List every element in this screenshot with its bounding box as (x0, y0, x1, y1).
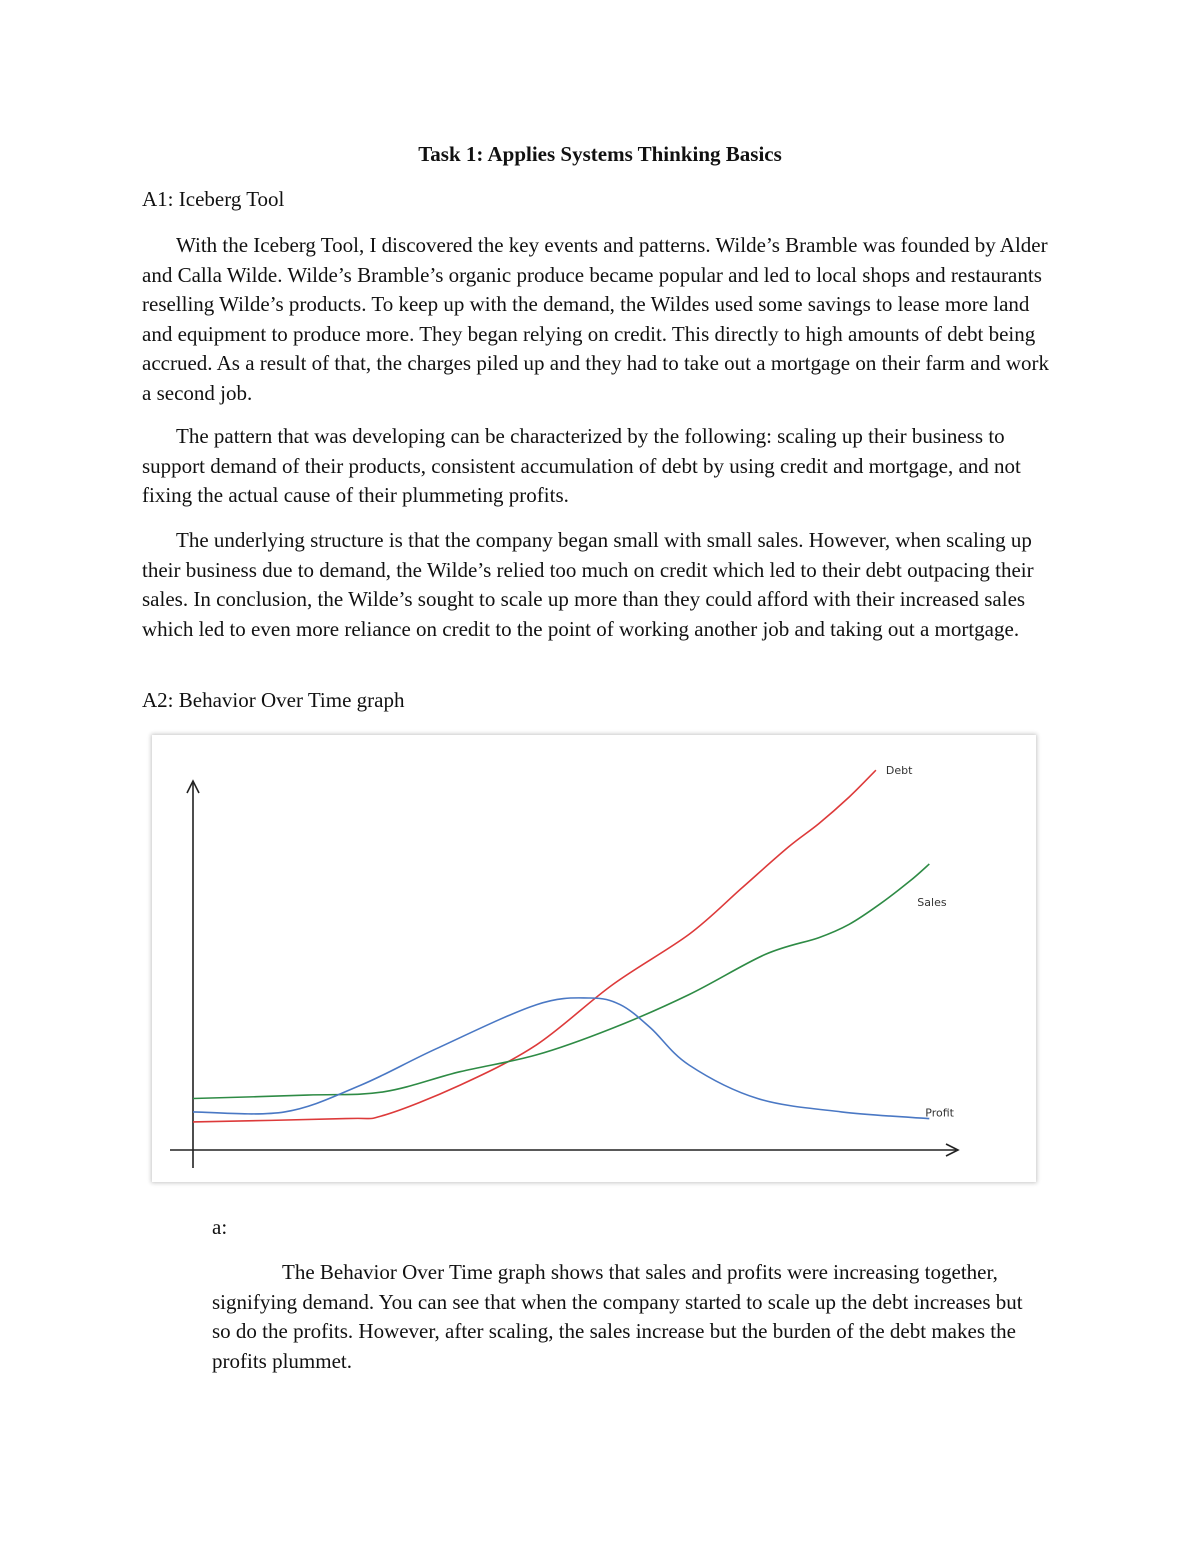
series-label-debt: Debt (885, 764, 913, 778)
section-a2-heading: A2: Behavior Over Time graph (142, 688, 405, 712)
section-a2-sub-label: a: (212, 1215, 228, 1239)
series-line-sales (193, 864, 929, 1099)
section-a1-paragraph-2: The pattern that was developing can be characterized by the following: scaling up their business to support demand of their products, consistent accumulation of debt by using credit and mortgage, and not fixing the actual cause of their plummeting profits. (142, 424, 1021, 507)
section-a2-paragraph: The Behavior Over Time graph shows that sales and profits were increasing together, signifying demand. You can see that when the company started to scale up the debt increases but so do the profits. However, after scaling, the sales increase but the burden of the debt makes the profits plummet. (212, 1260, 1023, 1373)
series-line-profit (193, 998, 929, 1119)
section-a1-heading: A1: Iceberg Tool (142, 187, 285, 211)
section-a1-paragraph-3: The underlying structure is that the company began small with small sales. However, when scaling up their business due to demand, the Wilde’s relied too much on credit which led to their debt outpacing their sales. In conclusion, the Wilde’s sought to scale up more than they could afford with their increased sales which led to even more reliance on credit to the point of working another job and taking out a mortgage. (142, 528, 1034, 641)
x-axis (170, 1144, 958, 1156)
section-a1-paragraph-1: With the Iceberg Tool, I discovered the key events and patterns. Wilde’s Bramble was founded by Alder and Calla Wilde. Wilde’s Bramble’s organic produce became popular and led to local shops and restaurants reselling Wilde’s products. To keep up with the demand, the Wildes used some savings to lease more land and equipment to produce more. They began relying on credit. This directly to high amounts of debt being accrued. As a result of that, the charges piled up and they had to take out a mortgage on their farm and work a second job. (142, 233, 1049, 405)
y-axis (187, 781, 199, 1168)
series-layer (193, 764, 955, 1122)
page-title: Task 1: Applies Systems Thinking Basics (418, 142, 782, 166)
series-label-profit: Profit (925, 1106, 955, 1120)
behavior-over-time-graph (152, 735, 1036, 1182)
series-label-sales: Sales (917, 896, 947, 909)
series-line-debt (193, 770, 876, 1122)
behavior-over-time-chart (152, 735, 1036, 1182)
